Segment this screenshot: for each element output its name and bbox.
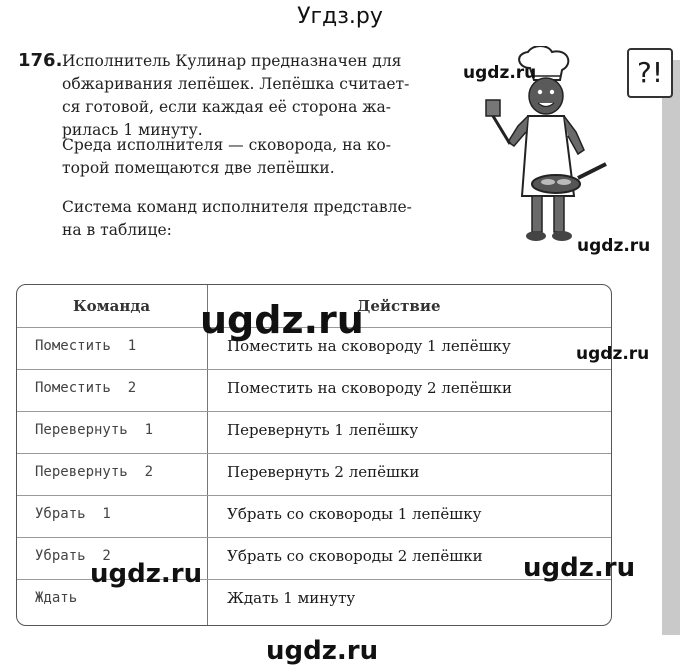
action-cell: Поместить на сковороду 1 лепёшку	[227, 337, 511, 355]
text-line: Среда исполнителя — сковорода, на ко-	[62, 136, 391, 154]
header-command: Команда	[73, 297, 151, 315]
text-line: обжаривания лепёшек. Лепёшка считает-	[62, 75, 410, 93]
command-cell: Поместить 1	[35, 338, 137, 354]
command-cell: Убрать 1	[35, 506, 111, 522]
watermark: ugdz.ru	[200, 298, 364, 342]
action-cell: Перевернуть 2 лепёшки	[227, 463, 420, 481]
watermark: ugdz.ru	[577, 236, 651, 256]
text-line: торой помещаются две лепёшки.	[62, 159, 335, 177]
action-cell: Перевернуть 1 лепёшку	[227, 421, 419, 439]
header-action: Действие	[357, 297, 441, 315]
action-cell: Поместить на сковороду 2 лепёшки	[227, 379, 512, 397]
command-cell: Перевернуть 1	[35, 422, 154, 438]
thinking-badge: ?!	[627, 48, 673, 98]
watermark: ugdz.ru	[266, 636, 379, 666]
site-title: Угдз.ру	[297, 4, 383, 29]
watermark: ugdz.ru	[463, 63, 537, 83]
text-line: на в таблице:	[62, 221, 172, 239]
table-row	[17, 453, 612, 495]
action-cell: Ждать 1 минуту	[227, 589, 356, 607]
page-edge-strip	[662, 60, 680, 635]
watermark: ugdz.ru	[90, 559, 203, 589]
task-paragraph-1	[62, 50, 409, 142]
command-cell: Перевернуть 2	[35, 464, 154, 480]
text-line: рилась 1 минуту.	[62, 121, 203, 139]
task-number: 176.	[18, 50, 63, 71]
command-cell: Убрать 2	[35, 548, 111, 564]
text-line: Система команд исполнителя представле-	[62, 198, 412, 216]
command-cell: Ждать	[35, 590, 78, 606]
text-line: ся готовой, если каждая её сторона жа-	[62, 98, 391, 116]
task-paragraph-3	[62, 196, 412, 242]
watermark: ugdz.ru	[523, 553, 636, 583]
table-row	[17, 411, 612, 453]
table-row	[17, 495, 612, 537]
text-line: Исполнитель Кулинар предназначен для	[62, 52, 402, 70]
action-cell: Убрать со сковороды 1 лепёшку	[227, 505, 482, 523]
action-cell: Убрать со сковороды 2 лепёшки	[227, 547, 483, 565]
command-cell: Поместить 2	[35, 380, 137, 396]
watermark: ugdz.ru	[576, 344, 650, 364]
task-paragraph-2	[62, 134, 391, 180]
table-row	[17, 369, 612, 411]
